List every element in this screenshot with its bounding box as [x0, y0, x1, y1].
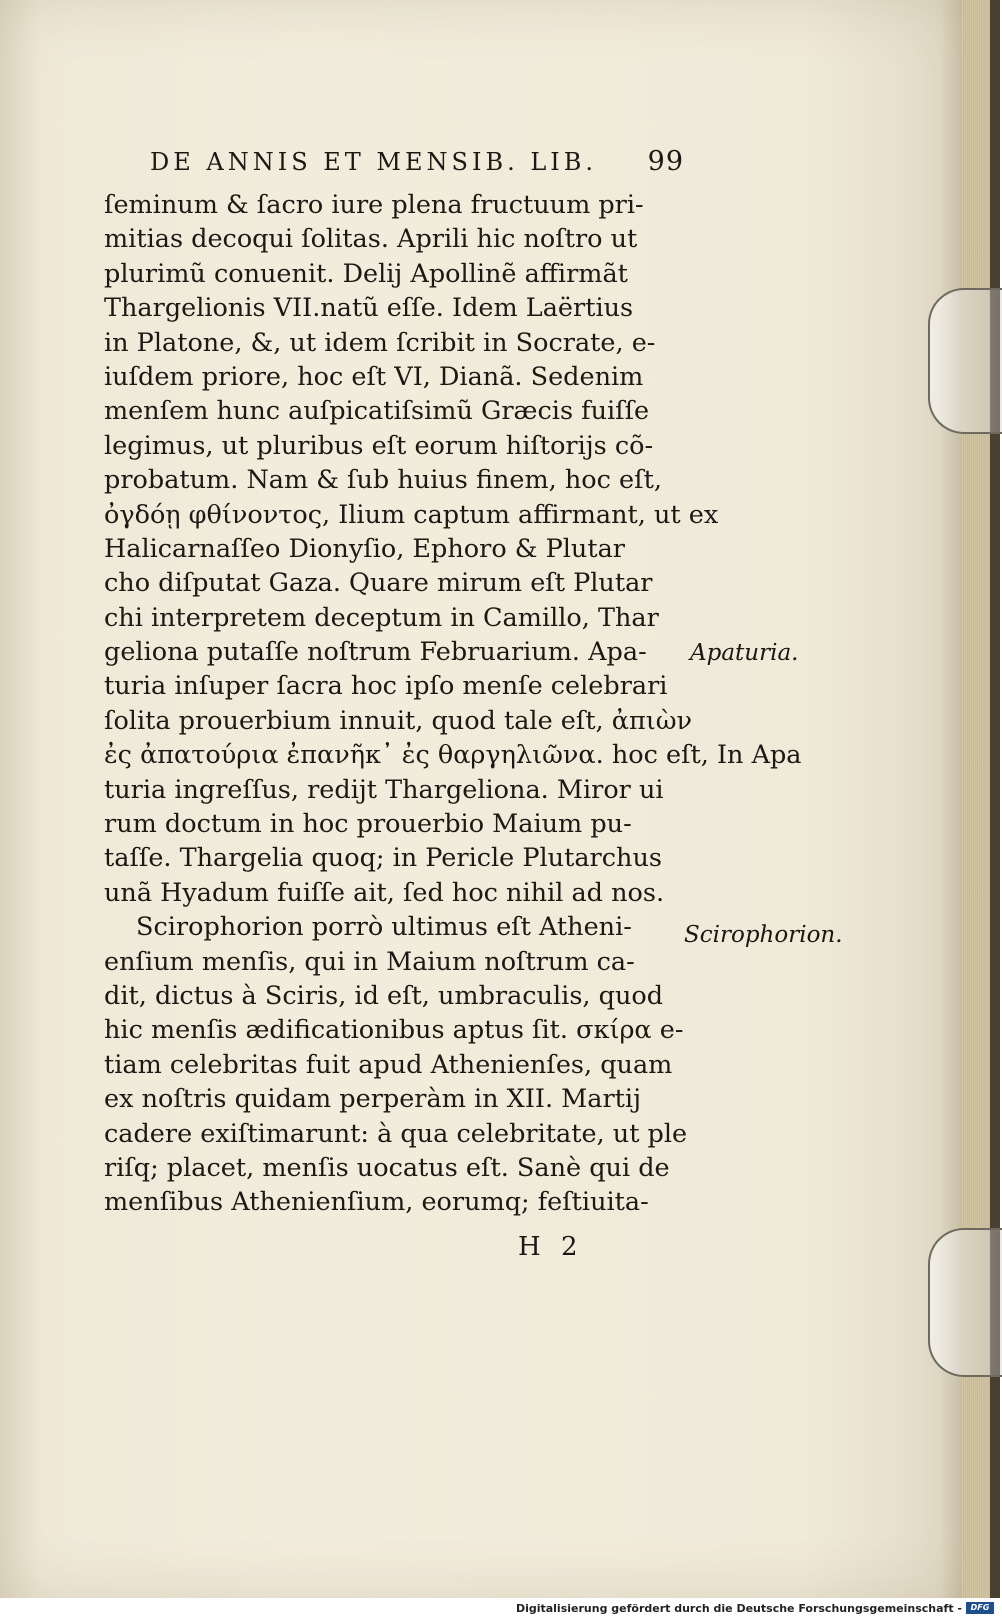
text-line: legimus, ut pluribus eſt eorum hiſtorijs cõ-: [104, 430, 654, 461]
text-line: cho diſputat Gaza. Quare mirum eſt Plutar: [104, 568, 653, 599]
marginal-note-scirophorion: Scirophorion.: [684, 922, 843, 948]
text-line: cadere exiſtimarunt: à qua celebritate, ut ple: [104, 1118, 688, 1149]
text-line: turia ingreſſus, redijt Thargeliona. Miror ui: [104, 774, 664, 805]
text-line: plurimũ conuenit. Delij Apollinẽ affirmãt: [104, 258, 628, 289]
text-line: menſem hunc auſpicatiſsimũ Græcis fuiſſe: [104, 396, 650, 427]
page-number: 99: [647, 146, 684, 177]
body-text: [104, 188, 802, 1220]
page-clip-bottom: [928, 1228, 1002, 1377]
signature-mark: H 2: [518, 1232, 584, 1262]
text-line: ſolita prouerbium innuit, quod tale eſt, ἀπιὼν: [104, 705, 693, 736]
text-line: menſibus Athenienſium, eorumq; feſtiuita-: [104, 1187, 649, 1218]
footer-credit: Digitalisierung gefördert durch die Deutsche Forschungsgemeinschaft -: [515, 1602, 962, 1615]
running-head: [104, 146, 684, 188]
text-line: turia inſuper ſacra hoc ipſo menſe celebrari: [104, 671, 668, 702]
text-line: mitias decoqui ſolitas. Aprili hic noſtro ut: [104, 224, 638, 255]
text-line: enſium menſis, qui in Maium noſtrum ca-: [104, 946, 635, 977]
text-line: taſſe. Thargelia quoq; in Pericle Plutarchus: [104, 843, 662, 874]
text-line: ex noſtris quidam perperàm in XII. Martij: [104, 1084, 641, 1115]
text-line: ἐς ἀπατούρια ἐπανῆκ᾽ ἐς θαργηλιῶνα. hoc eſt, In Apa: [104, 740, 802, 771]
text-block: [104, 146, 802, 1220]
text-line: tiam celebritas fuit apud Athenienſes, quam: [104, 1049, 673, 1080]
dfg-logo: DFG: [966, 1602, 994, 1614]
text-line: ſeminum & ſacro iure plena fructuum pri-: [104, 190, 644, 220]
marginal-note-apaturia: Apaturia.: [690, 640, 799, 666]
text-line: in Platone, &, ut idem ſcribit in Socrate, e-: [104, 327, 656, 358]
text-line: chi interpretem deceptum in Camillo, Thar: [104, 602, 659, 633]
text-line: hic menſis ædificationibus aptus ſit. σκίρα e-: [104, 1015, 684, 1046]
text-line: dit, dictus à Sciris, id eſt, umbraculis, quod: [104, 980, 664, 1011]
text-line: riſq; placet, menſis uocatus eſt. Sanè qui de: [104, 1152, 670, 1183]
page-clip-top: [928, 288, 1002, 434]
text-line: Thargelionis VII.natũ eſſe. Idem Laërtius: [104, 293, 634, 324]
text-line: rum doctum in hoc prouerbio Maium pu-: [104, 809, 632, 840]
text-line: iuſdem priore, hoc eſt VI, Dianã. Sedenim: [104, 361, 644, 392]
text-line: probatum. Nam & ſub huius finem, hoc eſt,: [104, 465, 662, 496]
text-line: unã Hyadum fuiſſe ait, ſed hoc nihil ad nos.: [104, 877, 665, 908]
text-line: geliona putaſſe noſtrum Februarium. Apa-: [104, 637, 647, 668]
text-line: ὀγδόῃ φθίνοντος, Ilium captum affirmant, ut ex: [104, 499, 719, 530]
text-line: Scirophorion porrò ultimus eſt Atheni-: [136, 912, 632, 943]
running-head-title: DE ANNIS ET MENSIB. LIB.: [150, 148, 598, 176]
text-line: Halicarnaſſeo Dionyſio, Ephoro & Plutar: [104, 533, 625, 564]
